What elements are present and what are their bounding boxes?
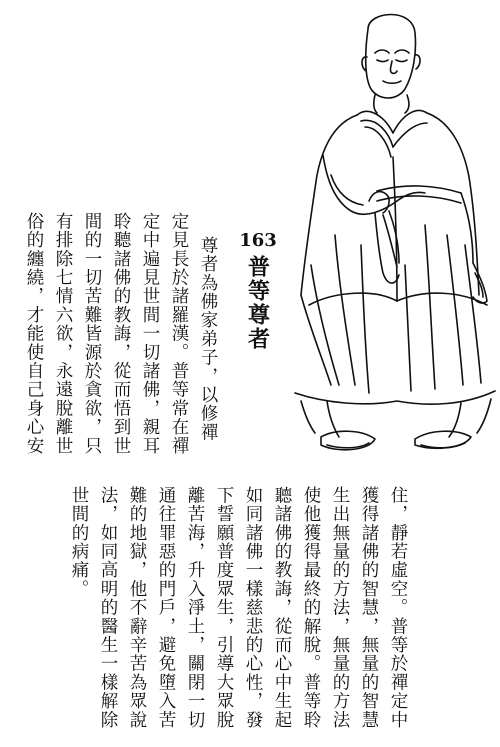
upper-column: 俗的纏繞，才能使自己身心安 — [24, 212, 44, 456]
lower-column: 獲得諸佛的智慧，無量的智慧 — [359, 486, 379, 730]
arhat-illustration — [265, 5, 500, 475]
lower-column: 世間的病痛。 — [69, 486, 89, 599]
lower-column: 如同諸佛一樣慈悲的心性，發 — [243, 486, 263, 730]
lower-column: 離苦海，升入淨土，關閉一切 — [185, 486, 205, 730]
upper-column: 有排除七情六欲，永遠脫離世 — [53, 212, 73, 456]
entry-name: 普等尊者 — [244, 255, 271, 351]
upper-column: 定見長於諸羅漢。普等常在禪 — [169, 212, 189, 456]
upper-column: 定中遍見世間一切諸佛，親耳 — [140, 212, 160, 456]
upper-column: 尊者為佛家弟子，以修禪 — [198, 236, 218, 442]
upper-column: 間的一切苦難皆源於貪欲，只 — [82, 212, 102, 456]
lower-column: 法，如同高明的醫生一樣解除 — [98, 486, 118, 730]
lower-column: 通往罪惡的門戶，避免墮入苦 — [156, 486, 176, 730]
entry-number: 163 — [239, 230, 277, 251]
entry-title — [238, 230, 278, 355]
lower-column: 難的地獄，他不辭辛苦為眾說 — [127, 486, 147, 730]
lower-column: 下誓願普度眾生，引導大眾脫 — [214, 486, 234, 730]
upper-column: 聆聽諸佛的教誨，從而悟到世 — [111, 212, 131, 456]
lower-column: 使他獲得最終的解脫。普等聆 — [301, 486, 321, 730]
lower-column: 生出無量的方法，無量的方法 — [330, 486, 350, 730]
lower-column: 聽諸佛的教誨，從而心中生起 — [272, 486, 292, 730]
lower-column: 住，靜若虛空。普等於禪定中 — [388, 486, 408, 730]
